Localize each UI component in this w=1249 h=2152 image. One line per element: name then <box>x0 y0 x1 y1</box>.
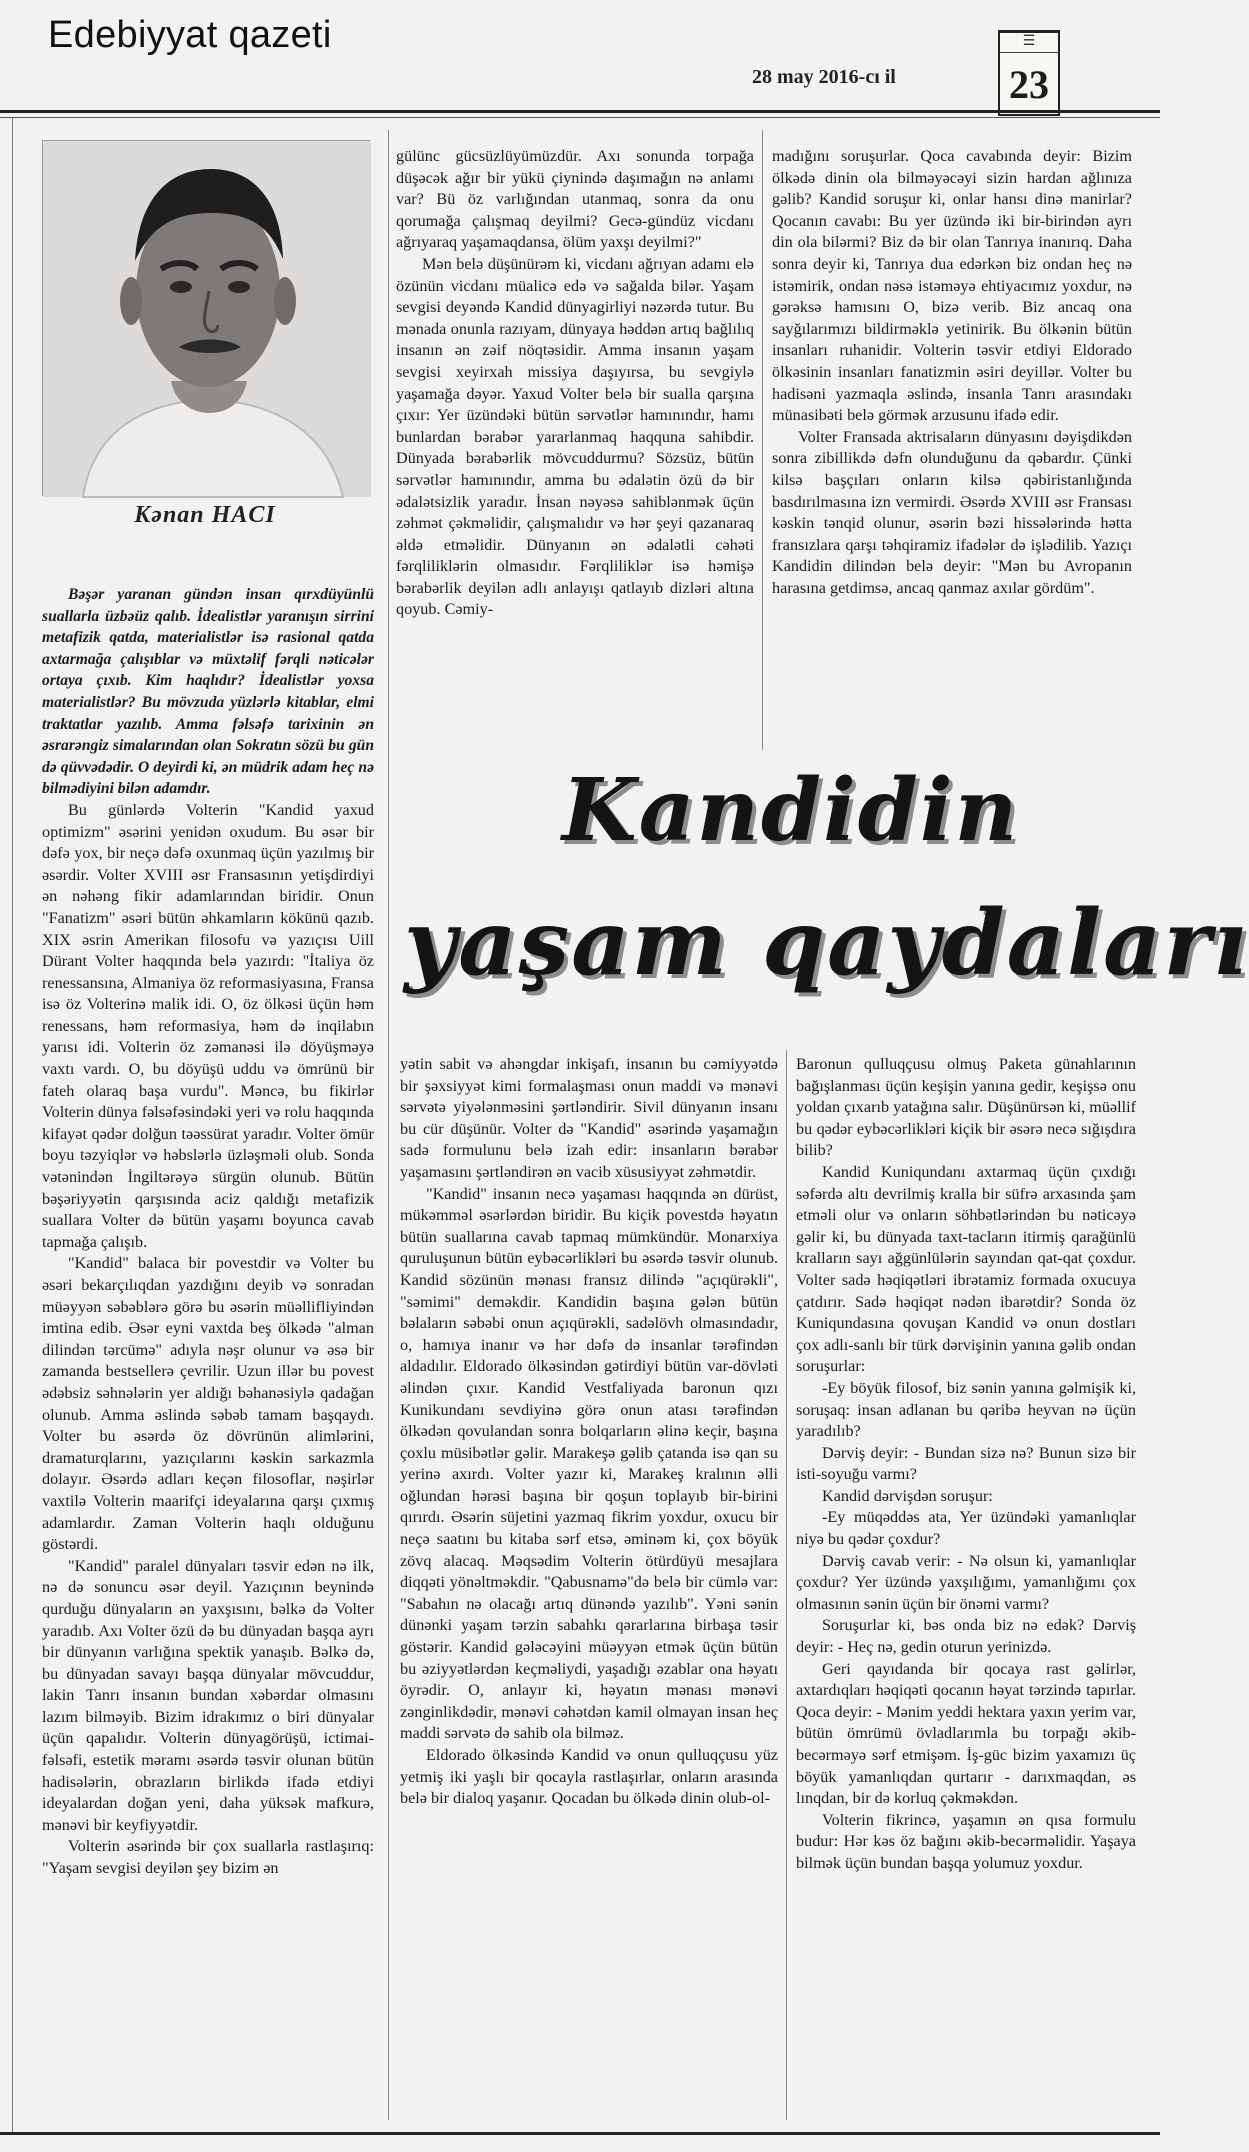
article-paragraph: Soruşurlar ki, bəs onda biz nə edək? Dərviş deyir: - Heç nə, gedin oturun yerinizdə. <box>796 1616 1136 1657</box>
headline <box>400 748 1249 1038</box>
article-paragraph: Dərviş cavab verir: - Nə olsun ki, yamanlıqlar çoxdur? Yer üzündə yaxşılığımı, yamanlığımı çox olmasının sənin üçün bir önəmi varmı? <box>796 1551 1136 1613</box>
lead-paragraph: Bəşər yaranan gündən insan qırxdüyünlü suallarla üzbəüz qalıb. İdealistlər yaranışın sirrini metafizik qatda, materialistlər isə rasional qatda axtarmağa çalışıblar və müxtəlif fərqli nəticələr ortaya çıxıb. Kim haqlıdır? İdealistlər yoxsa materialistlər? Bu mövzuda yüzlərlə kitablar, elmi traktatlar yazılıb. Amma fəlsəfə tarixinin ən əsrarəngiz simalarından olan Sokratın sözü bu gün də qüvvədədir. O deyirdi ki, ən müdrik adam heç nə bilmədiyini bilən adamdır. <box>42 586 374 798</box>
left-margin-rule <box>12 118 13 2132</box>
page-number-box <box>998 30 1060 116</box>
article-paragraph: madığını soruşurlar. Qoca cavabında deyir: Bizim ölkədə dinin ola bilməyəcəyi sizin hardan ağlınıza gəlib? Kandid soruşur ki, onlar hansı dinə manirlar? Qocanın cavabı: Bu yer üzündə iki bir-birindən ayrı din ola bilərmi? Biz də bir olan Tanrıya inanırıq. Daha sonra deyir ki, Tanrıya dua edərkən biz ondan heç nə istəmirik, ondan nəsə istəməyə ehtiyacımız yoxdur, nə gərəksə hamısını O, bizə verib. Biz ancaq ona sayğılarımızı bildirməklə yetinirik. Bu ölkənin bütün insanları ruhanidir. Volterin təsvir etdiyi Eldorado ölkəsinin insanları fanatizmin əsiri deyillər. Volter bu hadisəni yazmaqla əslində, insanla Tanrı arasındakı münasibəti belə görmək arzusunu ifadə edir. <box>772 147 1132 425</box>
article-paragraph: Mən belə düşünürəm ki, vicdanı ağrıyan adamı elə özünün vicdanı müalicə edə və sağalda bilər. Yaşam sevgisi deyəndə Kandid dünyagirliyi nəzərdə tutur. Bu mənada onunla razıyam, dünyaya həddən artıq bağlılıq insanın ən zəif nöqtəsidir. Amma insanın yaşam sevgisi xeyirxah missiya daşıyırsa, bu sevgiylə yaşamağa dəyər. Yaxud Volter belə bir sualla qarşına çıxır: Yer üzündəki bütün sərvətlər hamınındır, hamı bunlardan bərabər yararlanmaq haqquna sahibdir. Dünyada bərabərlik mövcuddurmu? Sözsüz, bütün sərvətlər hamınındır, amma bu ədalətin özü də bir ədalətsizlik yaradır. İnsan nəyəsə sahiblənmək üçün zəhmət çəkməlidir, çalışmalıdır və hər şeyi qazanaraq əldə etməlidir. Dünyanın ən ədalətli cəhəti fərqliliklərin olmasıdır. Fərqliliklər isə həmişə bərabərlik deyilən adlı anlayışı qatlayıb dizləri altına qoyub. Cəmiy- <box>396 254 754 619</box>
column-divider <box>762 130 763 750</box>
author-name: Kənan HACI <box>134 502 276 528</box>
article-paragraph: "Kandid" paralel dünyaları təsvir edən nə ilk, nə də sonuncu əsər deyil. Yazıçının beynində qurduğu dünyaların ən yaxşısını, bəlkə də Volter yaradıb. Axı Volter özü də bu dünyadan başqa ayrı bir dünyanın varlığına spektik yanaşıb. Bəlkə də, bu dünyadan savayı başqa dünyalar mövcuddur, lakin Tanrı insanın bundan xəbərdar olmasını lazım bilməyib. Bizim idrakımız o biri dünyalar üçün qapalıdır. Volterin dünyagörüşü, ictimai-fəlsəfi, estetik məramı əsərdə təsvir olunan bütün hadisələrin, obrazların birlikdə ifadə etdiyi ideyalardan doğan yeni, daha yüksək mafkurə, mənəvi bir keyfiyyətdir. <box>42 1556 374 1834</box>
article-paragraph: Volter Fransada aktrisaların dünyasını dəyişdikdən sonra zibillikdə dəfn olunduğunu da qəbardır. Çünki kilsə başçıları onların kilsə qəbiristanlığında basdırılmasına izn vermirdi. Əsərdə XVIII əsr Fransası kəskin tənqid olunur, əsərin bəzi hissələrində hətta fransızlara qarşı təhqiramiz ifadələr də işlədilib. Yazıçı Kandidin dilindən belə deyir: "Mən bu Avropanın harasına getdimsə, ancaq qanmaz axılar gördüm". <box>772 427 1132 597</box>
column-1 <box>42 584 374 2124</box>
column-divider <box>786 1050 787 2120</box>
top-rule-thin <box>0 117 1160 118</box>
article-paragraph: Dərviş deyir: - Bundan sizə nə? Bunun sizə bir isti-soyuğu varmı? <box>796 1443 1136 1484</box>
article-paragraph: -Ey böyük filosof, biz sənin yanına gəlmişik ki, soruşaq: insan adlanan bu qəribə heyvan nə üçün yaradılıb? <box>796 1378 1136 1441</box>
article-paragraph: Kandid dərvişdən soruşur: <box>822 1486 993 1505</box>
column-3-top <box>772 146 1132 746</box>
bottom-rule <box>0 2132 1160 2135</box>
column-2-bottom <box>400 1054 778 2124</box>
column-divider <box>388 130 389 2120</box>
article-paragraph: Volterin fikrincə, yaşamın ən qısa formulu budur: Hər kəs öz bağını əkib-becərməlidir. Yaşaya bilmək üçün bundan başqa yolumuz yoxdur. <box>796 1810 1136 1872</box>
article-paragraph: -Ey müqəddəs ata, Yer üzündəki yamanlıqlar niyə bu qədər çoxdur? <box>796 1508 1136 1549</box>
article-paragraph: gülünc gücsüzlüyümüzdür. Axı sonunda torpağa düşəcək ağır bir yükü çiynində daşımağın nə anlamı var? Bü öz varlığından utanmaq, sonra da onu qorumağa çalışmaq deyilmi? Gecə-gündüz vicdanı ağrıyaraq yaşamaqdansa, ölüm yaxşı deyilmi?" <box>396 147 754 252</box>
top-rule <box>0 110 1160 113</box>
article-paragraph: Baronun qulluqçusu olmuş Paketa günahlarının bağışlanması üçün keşişin yanına gedir, keşişsə onu yoldan çıxarıb yatağına salır. Düşünürsən ki, müəllif bu qədər eybəcərlikləri kiçik bir əsərə necə sığışdıra bilib? <box>796 1055 1136 1160</box>
headline-line-1: Kandidin <box>562 760 1020 861</box>
article-paragraph: Volterin əsərində bir çox suallarla rastlaşırıq: "Yaşam sevgisi deyilən şey bizim ən <box>42 1837 374 1878</box>
author-photo <box>42 140 370 496</box>
column-2-top <box>396 146 754 746</box>
article-paragraph: Eldorado ölkəsində Kandid və onun qulluqçusu yüz yetmiş iki yaşlı bir qocayla rastlaşırlar, onların arasında belə bir dialoq yaşanır. Qocadan bu ölkədə dinin olub-ol- <box>400 1746 778 1808</box>
headline-line-2: yaşam qaydaları <box>404 890 1249 996</box>
page-number: 23 <box>1009 62 1049 107</box>
issue-date: 28 may 2016-cı il <box>752 66 896 88</box>
article-paragraph: "Kandid" balaca bir povestdir və Volter bu əsəri bekarçılıqdan yazdığını deyib və sonradan müəyyən səbəblərə görə bu əsərin müəllifliyindən imtina edib. Əsər eyni vaxtda beş ölkədə "alman dilindən tərcümə" adıyla nəşr olunur və əsə bir zamanda bestsellerə çevrilir. Uzun illər bu povest ədəbsiz səhnələrin yer aldığı bəhanəsiylə qadağan olunub. Amma əslində səbəb tamam başqaydı. Volter bu əsərdə öz dövrünün alimlərini, dramaturqlarını, yazıçılarını kəskin sarkazmla dolayır. Əsərdə adları keçən filosoflar, nəşirlər vaxtilə Volterin maarifçi ideyalarına qarşı çıxmış adamlardır. Zaman Volterin haqlı olduğunu göstərdi. <box>42 1254 374 1554</box>
book-icon: ☰ <box>1000 33 1058 53</box>
article-paragraph: Kandid Kuniqundanı axtarmaq üçün çıxdığı səfərdə altı devrilmiş kralla bir süfrə arxasında şam etməli olur və onların söhbətlərindən bu nəticəyə gəlir ki, bu dünyada taxt-tacların itirmiş qarağünlü kralların sayı ağgünlülərin sayından qat-qat çoxdur. Volter sadə həqiqətləri ibrətamiz formada oxucuya çatdırır. Sadə həqiqət nədən ibarətdir? Sonda öz Kuniqundasına qovuşan Kandid və onun dostları çox adlı-sanlı bir türk dərvişinin yanına gəlib ondan soruşurlar: <box>796 1162 1136 1376</box>
article-paragraph: Geri qayıdanda bir qocaya rast gəlirlər, axtardıqları həqiqəti qocanın həyat tərzində tapırlar. Qoca deyir: - Mənim yeddi hektara yaxın yerim var, bütün ömrümü övladlarımla bu torpağı əkib-becərməyə sərf etmişəm. İş-güc bizim yaxamızı üç böyük yamanlıqdan qurtarır - darıxmaqdan, əs lınqdan, bir də korluq çəkməkdən. <box>796 1659 1136 1808</box>
article-paragraph: yətin sabit və ahəngdar inkişafı, insanın bu cəmiyyətdə bir şəxsiyyət kimi formalaşması onun maddi və mənəvi sərvətə yiyələnməsini şərtləndirir. Sivil dünyanın insanı bu cür düşünür. Volter də "Kandid" əsərində yaşamağın sadə formulunu belə izah edir: insanların bərabər yaşamasını şərtləndirən ən vacib xüsusiyyət zəhmətdir. <box>400 1055 778 1181</box>
masthead-title: Edebiyyat qazeti <box>48 14 332 56</box>
article-paragraph: "Kandid" insanın necə yaşaması haqqında ən dürüst, mükəmməl əsərlərdən biridir. Bu kiçik povestdə həyatın bütün suallarına cavab tapmaq mümkündür. Monarxiya quruluşunun bütün eybəcərlikləri bu əsərdə təsvir olunub. Kandid sözünün mənası fransız dilində "açıqürəkli", "səmimi" deməkdir. Kandidin başına gələn bütün bəlaların səbəbi onun açıqürəkli, sadəlövh olmasındadır, o, hamıya inanır və hər dəfə də insanlar tərəfindən aldadılır. Eldorado ölkəsindən gətirdiyi bütün var-dövləti əlindən çıxır. Kandid Vestfaliyada baronun qızı Kunikundanı sevdiyinə görə onun atası tərəfindən ölkədən qovulandan sonra bolqarların əlinə keçir, başına çoxlu müsibətlər gəlir. Marakeşə gəlib çatanda isə qan su yerinə axırdı. Volter yazır ki, Marakeş kralının əlli oğlundan hərəsi başına bir qoşun toplayıb bir-birini qırırdı. Əsərin süjetini yazmaq fikrim yoxdur, oxucu bir neçə saatını bu kitaba sərf etsə, əminəm ki, çox böyük zövq alacaq. Məqsədim Volterin ötürdüyü mesajlara diqqəti yönəltməkdir. "Qabusnamə"də belə bir cümlə var: "Sabahın nə olacağı artıq dünəndə yazılıb". Yəni sənin dünənki yaşam tərzin sabahkı qərarlarına birbaşa təsir göstərir. Kandid gələcəyini müəyyən etmək üçün bütün bu əziyyətlərdən keçməliydi, yaşadığı əzablar ona həyatı öyrədir. O, anlayır ki, həyatın mənası mənəvi zənginlikdədir, mənəvi cəhətdən kamil olmayan insan heç maddi sərvətə də sahib ola bilməz. <box>400 1184 778 1743</box>
article-paragraph: Bu günlərdə Volterin "Kandid yaxud optimizm" əsərini yenidən oxudum. Bu əsər bir dəfə yox, bir neçə dəfə oxunmaq üçün yazılmış bir əsərdir. Volter XVIII əsr Fransasının yetişdirdiyi ən nəhəng fikir adamlarından biridir. Onun "Fanatizm" əsəri bütün əhkamların kökünü qazıb. XIX əsrin Amerikan filosofu və yazıçısı Uill Dürant Volter haqqında belə yazırdı: "İtaliya öz renessansına, Almaniya öz reformasiyasına, Fransa isə öz Volterinə malik idi. O, öz ölkəsi üçün həm renessans, həm reformasiya, həm də inqilabın yarısı idi. Volterin öz zəmanəsi ilə döyüşməyə vaxtı vardı. O, bu döyüşü uddu və ömrünü bir fateh olaraq başa vurdu". Məncə, bu fikirlər Volterin dünya fəlsəfəsindəki yeri və rolu haqqında kifayət qədər dolğun təəssürat yaradır. Volter ömür boyu təzyiqlər və həbslərlə üzləşməli olub. Sonda vətənindən İngiltərəyə sürgün olunub. Bütün bəşəriyyətin qarşısında aciz qaldığı metafizik suallara Volter də bütün yaşamı boyunca cavab tapmağa çalışıb. <box>42 800 374 1251</box>
column-3-bottom <box>796 1054 1136 2124</box>
